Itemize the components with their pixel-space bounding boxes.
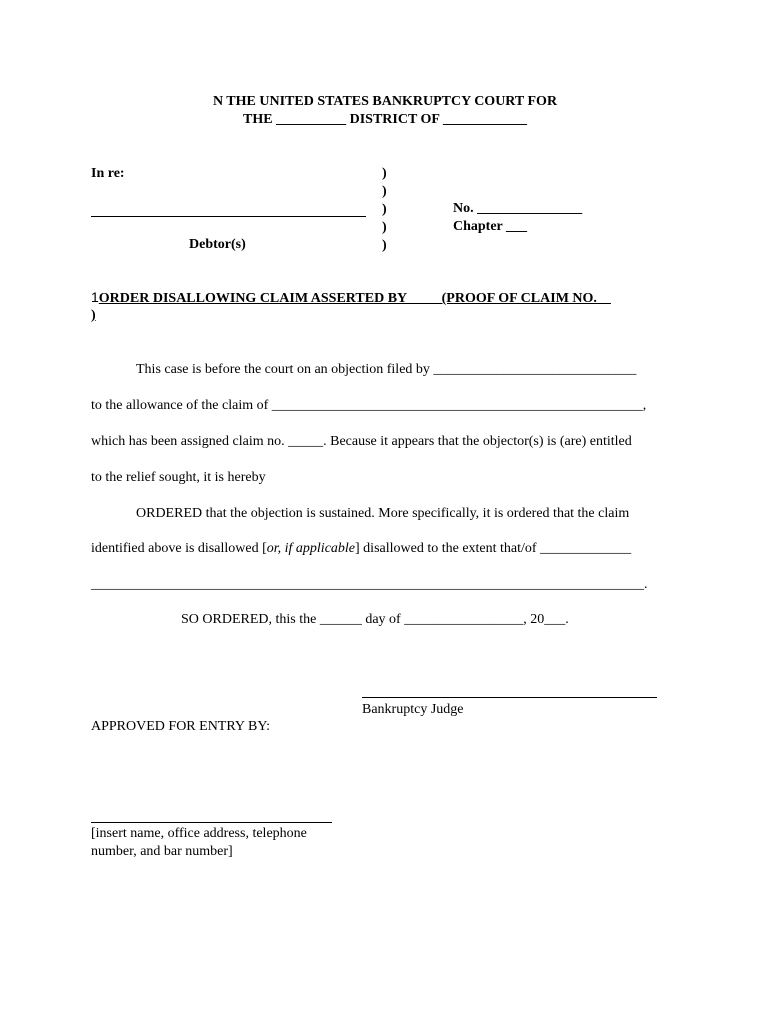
attorney-info-line2: number, and bar number] [91, 844, 233, 859]
body-paragraph-line: to the relief sought, it is hereby [91, 470, 266, 485]
case-number-field: No. _______________ [453, 201, 583, 216]
body-paragraph-line: to the allowance of the claim of _____________________________________________________, [91, 398, 647, 413]
disallowed-text: identified above is disallowed [ [91, 541, 267, 556]
caption-paren: ) [382, 220, 387, 235]
caption-paren: ) [382, 184, 387, 199]
order-title-text: ORDER DISALLOWING CLAIM ASSERTED BY (PROOF OF CLAIM NO. [98, 291, 611, 306]
caption-paren: ) [382, 166, 387, 181]
if-applicable-text: or, if applicable [266, 541, 356, 556]
judge-signature-line [362, 697, 657, 698]
order-title-continuation: ) [91, 308, 96, 323]
disallowed-line [91, 541, 631, 557]
blank-line: _______________________________________________________________________________. [91, 577, 648, 592]
debtor-name-line [91, 216, 366, 217]
in-re-label: In re: [91, 166, 125, 181]
body-paragraph-line: This case is before the court on an objection filed by _____________________________ [136, 362, 637, 377]
caption-paren: ) [382, 238, 387, 253]
ordered-paragraph: ORDERED that the objection is sustained. More specifically, it is ordered that the claim [136, 506, 630, 521]
caption-paren: ) [382, 202, 387, 217]
debtor-label: Debtor(s) [189, 237, 246, 252]
chapter-field: Chapter ___ [453, 219, 528, 234]
judge-label: Bankruptcy Judge [362, 702, 464, 717]
so-ordered-line: SO ORDERED, this the ______ day of _________________, 20___. [181, 612, 569, 627]
attorney-signature-line [91, 822, 332, 823]
attorney-info-line1: [insert name, office address, telephone [91, 826, 307, 841]
approved-for-entry-label: APPROVED FOR ENTRY BY: [91, 719, 271, 734]
order-title [91, 289, 611, 307]
court-title-line2: THE __________ DISTRICT OF ____________ [243, 112, 527, 127]
disallowed-text-end: ] disallowed to the extent that/of _____________ [355, 541, 632, 556]
body-paragraph-line: which has been assigned claim no. _____. Because it appears that the objector(s) is (are) entitled [91, 434, 632, 449]
court-title-line1: N THE UNITED STATES BANKRUPTCY COURT FOR [212, 94, 558, 109]
footnote-marker: 1 [91, 289, 99, 305]
